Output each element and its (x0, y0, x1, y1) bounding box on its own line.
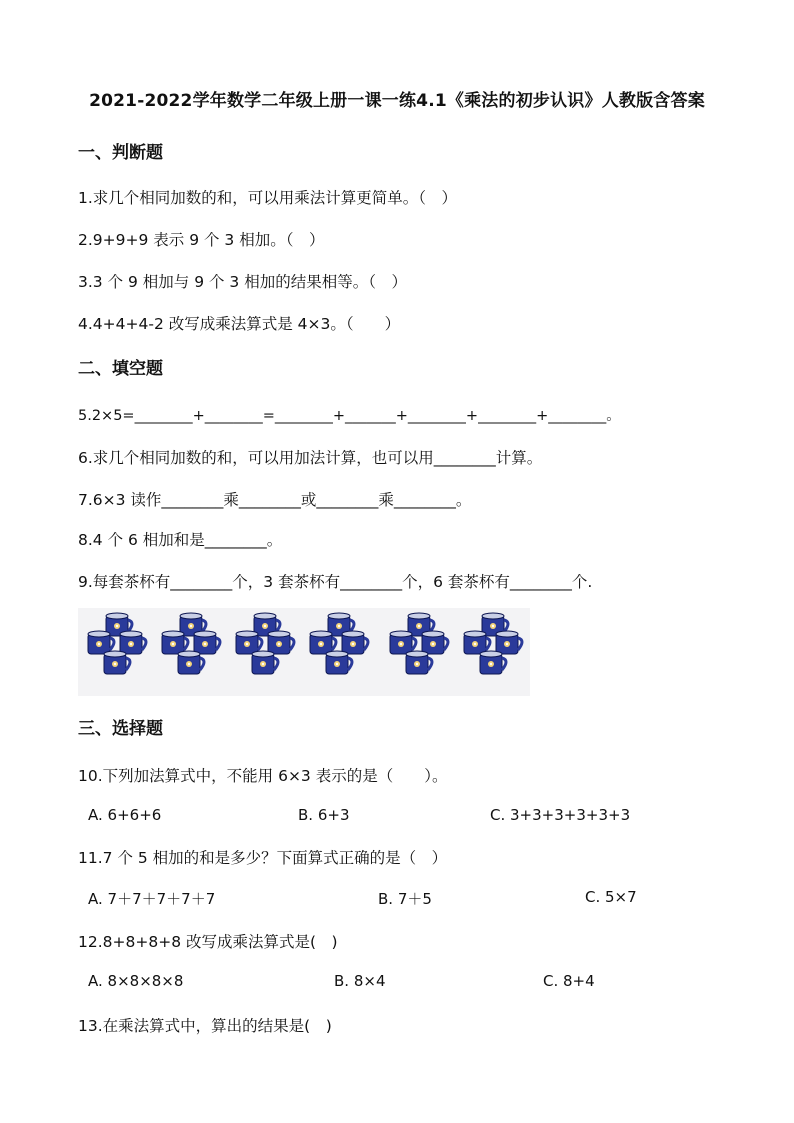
q12-option-b[interactable]: B. 8×4 (334, 972, 386, 990)
q11-option-a[interactable]: A. 7＋7＋7＋7＋7 (88, 890, 216, 908)
teacup-sets-icon (78, 608, 530, 696)
q11-option-b[interactable]: B. 7＋5 (378, 890, 432, 908)
question-4: 4.4+4+4-2 改写成乘法算式是 4×3。（ ） (78, 315, 401, 333)
question-12: 12.8+8+8+8 改写成乘法算式是( ) (78, 933, 338, 951)
teacup-sets-image (78, 608, 530, 696)
question-13: 13.在乘法算式中，算出的结果是( ) (78, 1017, 332, 1035)
q10-option-b[interactable]: B. 6+3 (298, 806, 350, 824)
question-5: 5.2×5=________+________=________+_______+________+________+________。 (78, 408, 621, 424)
q12-option-a[interactable]: A. 8×8×8×8 (88, 972, 184, 990)
q12-option-c[interactable]: C. 8+4 (543, 972, 595, 990)
question-8: 8.4 个 6 相加和是________。 (78, 531, 283, 549)
question-2: 2.9+9+9 表示 9 个 3 相加。（ ） (78, 231, 325, 249)
q10-option-c[interactable]: C. 3+3+3+3+3+3 (490, 806, 631, 824)
question-7: 7.6×3 读作________乘________或________乘________。 (78, 491, 472, 509)
section-fill-blank: 二、填空题 (78, 359, 163, 379)
q10-option-a[interactable]: A. 6+6+6 (88, 806, 162, 824)
question-9: 9.每套茶杯有________个，3 套茶杯有________个，6 套茶杯有________个. (78, 573, 593, 591)
question-6: 6.求几个相同加数的和，可以用加法计算，也可以用________计算。 (78, 449, 543, 467)
section-judgment: 一、判断题 (78, 143, 163, 163)
page-title: 2021-2022学年数学二年级上册一课一练4.1《乘法的初步认识》人教版含答案 (89, 91, 705, 111)
section-choice: 三、选择题 (78, 719, 163, 739)
question-11: 11.7 个 5 相加的和是多少？下面算式正确的是（ ） (78, 849, 448, 867)
question-10: 10.下列加法算式中，不能用 6×3 表示的是（ ）。 (78, 767, 448, 785)
question-1: 1.求几个相同加数的和，可以用乘法计算更简单。（ ） (78, 189, 458, 207)
q11-option-c[interactable]: C. 5×7 (585, 888, 637, 906)
question-3: 3.3 个 9 相加与 9 个 3 相加的结果相等。（ ） (78, 273, 407, 291)
